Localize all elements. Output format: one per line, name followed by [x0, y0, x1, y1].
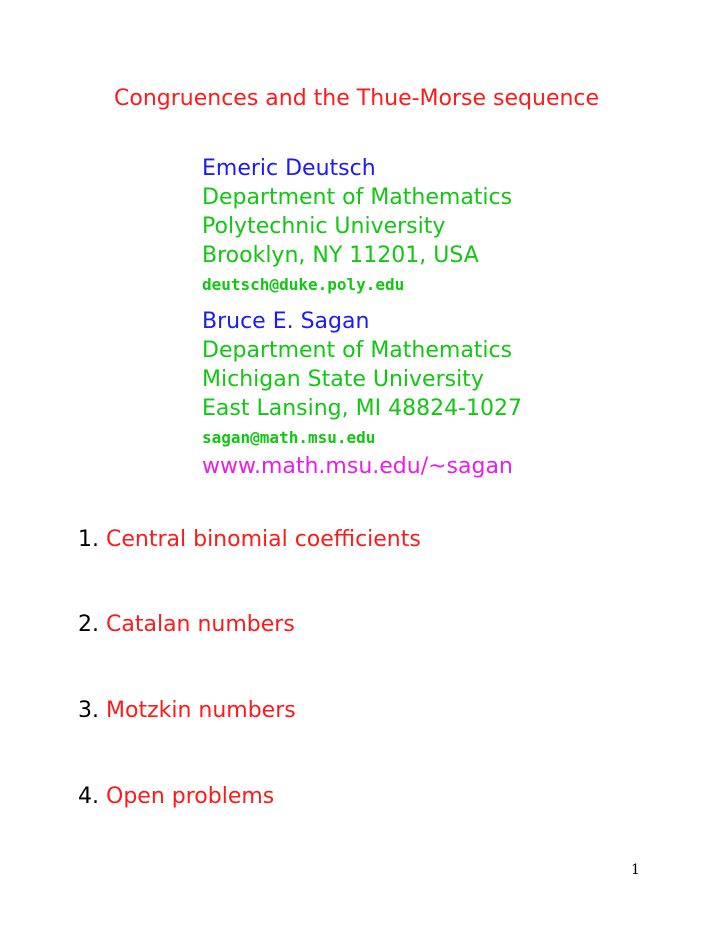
outline-label: Motzkin numbers: [106, 698, 296, 723]
author-city: Brooklyn, NY 11201, USA: [202, 243, 479, 268]
author-block-sagan: [202, 307, 522, 481]
author-city: East Lansing, MI 48824-1027: [202, 396, 522, 421]
outline-number: 3.: [78, 698, 99, 723]
author-email[interactable]: sagan@math.msu.edu: [202, 428, 376, 447]
outline-label: Central binomial coefficients: [106, 527, 421, 552]
outline-item: [78, 527, 421, 552]
author-department: Department of Mathematics: [202, 185, 513, 210]
outline-item: [78, 784, 274, 809]
author-email[interactable]: deutsch@duke.poly.edu: [202, 275, 405, 294]
author-website-link[interactable]: www.math.msu.edu/~sagan: [202, 454, 513, 479]
author-name: Emeric Deutsch: [202, 156, 376, 181]
outline-number: 1.: [78, 527, 99, 552]
page-title: Congruences and the Thue-Morse sequence: [114, 86, 600, 111]
outline-number: 4.: [78, 784, 99, 809]
author-department: Department of Mathematics: [202, 338, 513, 363]
outline-item: [78, 612, 295, 637]
outline-number: 2.: [78, 612, 99, 637]
author-block-deutsch: [202, 154, 512, 299]
outline-label: Catalan numbers: [106, 612, 295, 637]
outline-item: [78, 698, 296, 723]
author-name: Bruce E. Sagan: [202, 309, 370, 334]
outline-label: Open problems: [106, 784, 275, 809]
page-number: 1: [631, 862, 640, 878]
author-institution: Michigan State University: [202, 367, 484, 392]
author-institution: Polytechnic University: [202, 214, 446, 239]
